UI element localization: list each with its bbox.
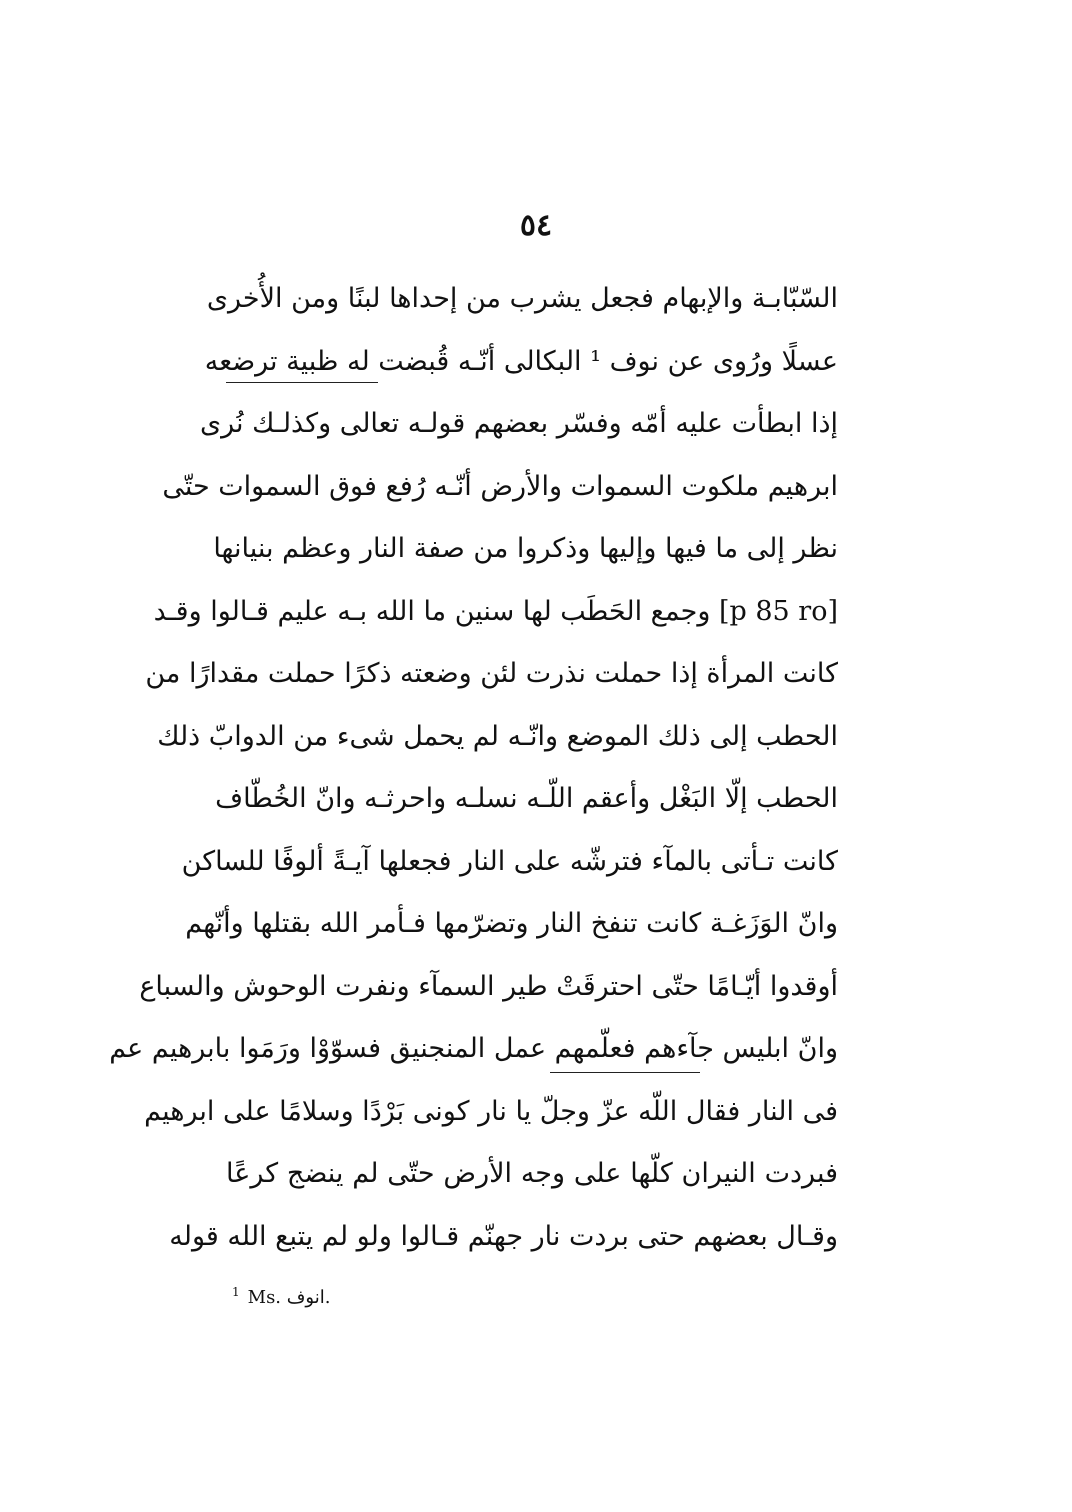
section-divider (226, 382, 378, 383)
text-line: فبردت النيران كلّها على وجه الأرض حتّى لم ينضج كرعًا (226, 1158, 838, 1189)
text-line: عسلًا ورُوى عن نوف ¹ البكالى أنّـه قُبضت له ظبية ترضعه (204, 345, 838, 377)
text-line: كانت تـأتى بالمآء فترشّه على النار فجعلها آيـةً ألوفًا للساكن (181, 845, 838, 877)
text-line: كانت المرأة إذا حملت نذرت لئن وضعته ذكرًا حملت مقدارًا من (145, 658, 838, 689)
text-line: وقـال بعضهم حتى بردت نار جهنّم قـالوا ولو لم يتبع الله قوله (169, 1220, 838, 1252)
footnote (232, 1285, 330, 1308)
text-line: وانّ ابليس جآءهم فعلّمهم عمل المنجنيق فسوّوْا ورَمَوا بابرهيم عم (109, 1033, 838, 1064)
footnote-marker: 1 (232, 1285, 240, 1299)
text-line: الحطب إلّا البَغْل وأعقم اللّـه نسلـه واحرثـه وانّ الخُطّاف (215, 783, 838, 814)
text-line: [p 85 ro] وجمع الحَطَب لها سنين ما الله بـه عليم قـالوا وقـد (153, 595, 838, 627)
text-line: إذا ابطأت عليه أمّه وفسّر بعضهم قولـه تعالى وكذلـك نُرى (200, 408, 838, 439)
body-text (109, 268, 838, 1268)
section-divider (550, 1072, 700, 1073)
text-line: فى النار فقال اللّه عزّ وجلّ يا نار كونى بَرْدًا وسلامًا على ابرهيم (144, 1095, 838, 1127)
page-number: ٥٤ (519, 208, 553, 243)
text-line: ابرهيم ملكوت السموات والأرض أنّـه رُفع فوق السموات حتّى (162, 470, 838, 502)
text-line: الحطب إلى ذلك الموضع وانّـه لم يحمل شىء من الدوابّ ذلك (157, 720, 838, 752)
text-line: السّبّابـة والإبهام فجعل يشرب من إحداها لبنًا ومن الأُخرى (206, 283, 838, 314)
text-line: وانّ الوَزَغـة كانت تنفخ النار وتضرّمها فـأمر الله بقتلها وأنّهم (185, 908, 838, 939)
text-line: نظر إلى ما فيها وإليها وذكروا من صفة النار وعظم بنيانها (213, 533, 838, 564)
footnote-text: Ms. انوف. (247, 1287, 331, 1308)
text-line: أوقدوا أيّـامًا حتّى احترقَتْ طير السمآء ونفرت الوحوش والسباع (139, 970, 838, 1002)
